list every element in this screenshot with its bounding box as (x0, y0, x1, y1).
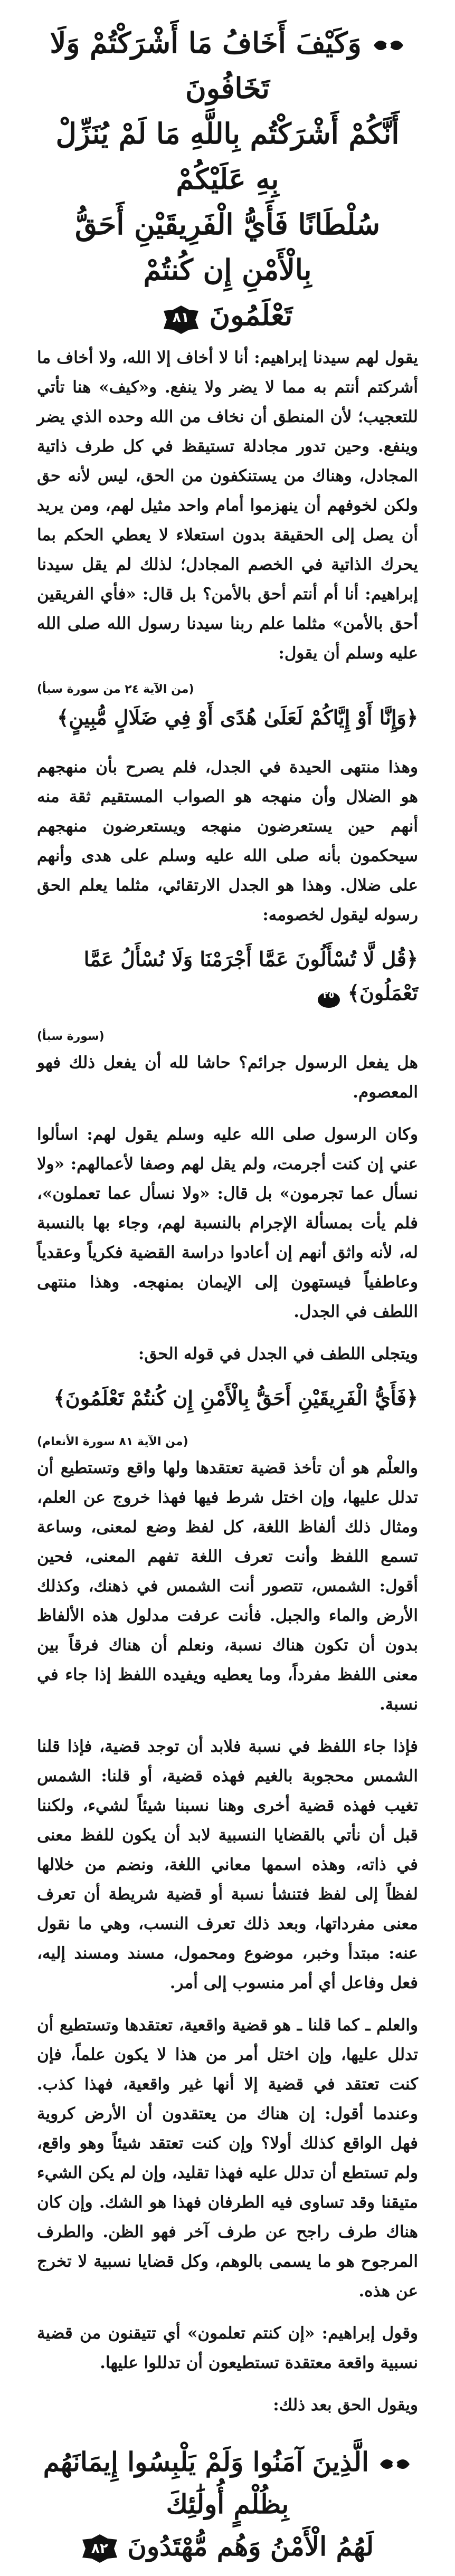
quote-2 (37, 942, 418, 1010)
paragraph-1: يقول لهم سيدنا إبراهيم: أنا لا أخاف إلا الله، ولا أخاف ما أشركتم أنتم به مما لا يضر ولا ينفع. و«كيف» هنا تأتي للتعجيب؛ لأن المنطق أن نخاف من الله وحده الذي يضر وينفع. وحين تدور مجادلة تستيقظ في كل طرف ذاتية المجادل، وهناك من يستنكفون من الحق، ليس لأنه حق ولكن لخوفهم أن ينهزموا أمام واحد مثيل لهم، ومن يريد أن يصل إلى الحقيقة بدون استعلاء لا يعطي الحكم بما يحرك الذاتية في الخصم المجادل؛ لذلك لم يقل سيدنا إبراهيم: أنا أم أنتم أحق بالأمن؟ بل قال: «فأي الفريقين أحق بالأمن» مثلما علم ربنا سيدنا رسول الله صلى الله عليه وسلم أن يقول: (37, 348, 418, 663)
foot-verse-line-2: لَهُمُ الْأَمْنُ وَهُم مُّهْتَدُونَ (127, 2531, 374, 2562)
paragraph-6: والعلْم هو أن تأخذ قضية تعتقدها ولها واقع وتستطيع أن تدلل عليها، وإن اختل شرط فيها فهذا خروج عن العلم، ومثال ذلك ألفاظ اللغة، كل لفظ وضع لمعنى، وساعة تسمع اللفظ وأنت تعرف اللغة تفهم المعنى، فحين أقول: الشمس، تتصور أنت الشمس في ذهنك، وكذلك الأرض والماء والجبل. فأنت عرفت مدلول هذه الألفاظ بدون أن تكون هناك نسبة، ونعلم أن هناك فرقاً بين معنى اللفظ مفرداً، وما يعطيه ويفيده اللفظ إذا جاء في نسبة. (37, 1458, 418, 1714)
ornament-icon (372, 34, 405, 57)
paragraph-2: وهذا منتهى الحيدة في الجدل، فلم يصرح بأن منهجهم هو الضلال وأن منهجه هو الصواب المستقيم ثقة منه أنهم حين يستعرضون منهجه ويستعرضون منهجهم سيحكمون بأنه صلى الله عليه وسلم على هدى وأنهم على ضلال. وهذا هو الجدل الارتقائي، مثلما يعلم الحق رسوله ليقول لخصومه: (37, 758, 418, 924)
paragraph-5: ويتجلى اللطف في الجدل في قوله الحق: (138, 1344, 418, 1363)
verse-number-badge (163, 302, 200, 333)
foot-verse-number: ٨٢ (91, 2541, 108, 2556)
reference-2: (سورة سبأ) (37, 1030, 105, 1043)
head-verse-line-2: أَنَّكُمْ أَشْرَكْتُم بِاللَّهِ مَا لَمْ يُنَزِّلْ بِهِ عَلَيْكُمْ (55, 117, 400, 196)
foot-verse-number-badge (81, 2533, 118, 2564)
quote-1: ﴿وَإِنَّا أَوْ إِيَّاكُمْ لَعَلَىٰ هُدًى أَوْ فِي ضَلَالٍ مُّبِينٍ﴾ (57, 705, 418, 729)
quote-2-number-badge (317, 986, 341, 1005)
head-verse-line-4: تَعْلَمُونَ (209, 298, 293, 332)
foot-verse-line-1: الَّذِينَ آمَنُوا وَلَمْ يَلْبِسُوا إِيمَانَهُم بِظُلْمٍ أُولَٰئِكَ (43, 2446, 369, 2520)
quote-2-text: ﴿قُل لَّا تُسْأَلُونَ عَمَّا أَجْرَمْنَا وَلَا نُسْأَلُ عَمَّا تَعْمَلُونَ﴾ (83, 947, 418, 1005)
verse-number: ٨١ (172, 309, 189, 326)
paragraph-9: وقول إبراهيم: «إن كنتم تعلمون» أي تتيقنون من قضية نسبية واقعة معتقدة تستطيعون أن تدللوا عليها. (37, 2324, 418, 2372)
head-verse-line-3: سُلْطَانًا فَأَيُّ الْفَرِيقَيْنِ أَحَقُّ بِالْأَمْنِ إِن كُنتُمْ (74, 207, 381, 287)
head-verse (42, 20, 413, 338)
quote-3: ﴿فَأَيُّ الْفَرِيقَيْنِ أَحَقُّ بِالْأَمْنِ إِن كُنتُمْ تَعْلَمُونَ﴾ (53, 1386, 418, 1410)
paragraph-10: ويقول الحق بعد ذلك: (273, 2396, 418, 2415)
ornament-icon (378, 2453, 412, 2476)
reference-1: (من الآية ٢٤ من سورة سبأ) (37, 683, 194, 696)
foot-verse (42, 2441, 413, 2568)
paragraph-4: وكان الرسول صلى الله عليه وسلم يقول لهم: اسألوا عني إن كنت أجرمت، ولم يقل لهم وصفا لأعمالهم: «ولا نسأل عما تجرمون» بل قال: «ولا نسأل عما تعملون»، فلم يأت بمسألة الإجرام بالنسبة لهم، وجاء بها بالنسبة له، لأنه واثق أنهم إن أعادوا دراسة القضية فكرياً وعقدياً وعاطفياً فيستهون إلى الإيمان بمنهجه. وهذا منتهى اللطف في الجدل. (37, 1125, 418, 1321)
paragraph-8: والعلم ـ كما قلنا ـ هو قضية واقعية، تعتقدها وتستطيع أن تدلل عليها، وإن اختل أمر من هذا لا يكون علماً، فإن كنت تعتقد في قضية إلا أنها غير واقعية، فهذا كذب. وعندما أقول: إن هناك من يعتقدون أن الأرض كروية فهل الواقع كذلك أولا؟ وإن كنت تعتقد شيئاً وهو واقع، ولم تستطع أن تدلل عليه فهذا تقليد، وإن لم يكن الشيء متيقنا وقد تساوى فيه الطرفان فهذا هو الشك. وإن كان هناك طرف راجح عن طرف آخر فهو الظن. والطرف المرجوح هو ما يسمى بالوهم، وكل قضايا نسبية لا تخرج عن هذه. (37, 2016, 418, 2301)
paragraph-7: فإذا جاء اللفظ في نسبة فلابد أن توجد قضية، فإذا قلنا الشمس محجوبة بالغيم فهذه قضية، أو قلنا: الشمس تغيب فهذه قضية أخرى وهنا نسبنا شيئاً لشيء، ولكننا قبل أن نأتي بالقضايا النسبية لابد أن يكون للفظ معنى في ذاته، وهذه اسمها معاني اللغة، ونضم من خلالها لفظاً إلى لفظ فتنشأ نسبة أو قضية شريطة أن تعرف معنى مفرداتها، وبعد ذلك تعرف النسب، وهي ما نقول عنه: مبتدأ وخبر، موضوع ومحمول، مسند ومسند إليه، فعل وفاعل أي أمر منسوب إلى أمر. (37, 1737, 418, 1992)
paragraph-3: هل يفعل الرسول جرائم؟ حاشا لله أن يفعل ذلك فهو المعصوم. (37, 1053, 418, 1102)
reference-3: (من الآية ٨١ سورة الأنعام) (37, 1435, 188, 1448)
quote-2-number: ٢٥ (323, 989, 335, 1000)
head-verse-line-1: وَكَيْفَ أَخَافُ مَا أَشْرَكْتُمْ وَلَا تَخَافُونَ (50, 26, 362, 105)
